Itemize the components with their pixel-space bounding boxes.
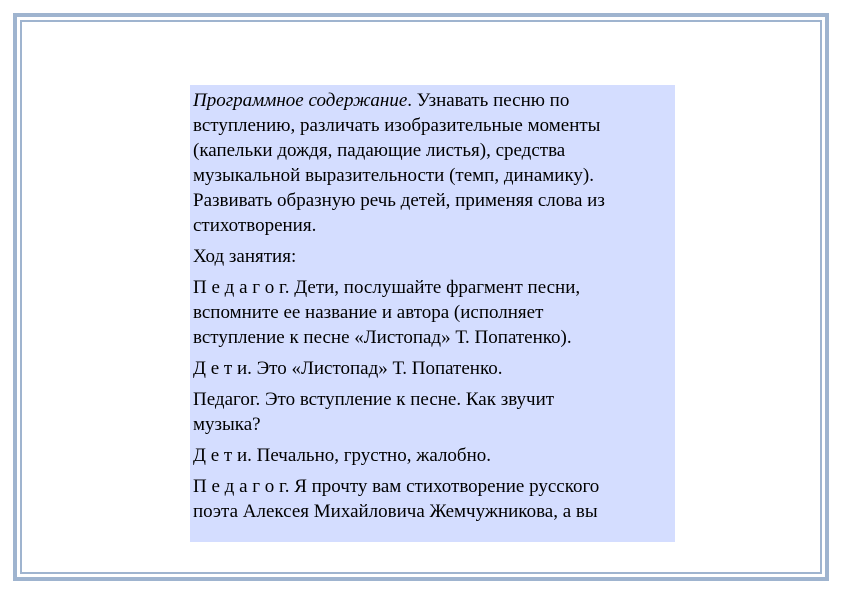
text-line: Педагог. Это вступление к песне. Как звучит	[193, 389, 555, 410]
children-paragraph	[193, 443, 671, 468]
text-line: Развивать образную речь детей, применяя слова из	[193, 190, 605, 211]
text-line: Д е т и. Это «Листопад» Т. Попатенко.	[193, 358, 503, 379]
program-content-heading: Программное содержание	[193, 90, 408, 111]
lesson-course-heading	[193, 244, 671, 269]
text-line: музыкальной выразительности (темп, динамику).	[193, 165, 595, 186]
children-paragraph	[193, 356, 671, 381]
text-line: вступление к песне «Листопад» Т. Попатенко).	[193, 327, 572, 348]
text-line: стихотворения.	[193, 215, 317, 236]
text-line	[193, 88, 671, 113]
text-line: музыка?	[193, 414, 261, 435]
lesson-text-box	[190, 85, 675, 542]
text-line: поэта Алексея Михайловича Жемчужникова, а вы	[193, 501, 598, 522]
text-line: вспомните ее название и автора (исполняет	[193, 302, 544, 323]
text-line: П е д а г о г. Я прочту вам стихотворение русского	[193, 476, 600, 497]
text-line: вступлению, различать изобразительные моменты	[193, 115, 601, 136]
text-line-part: . Узнавать песню по	[407, 90, 570, 111]
text-line: Ход занятия:	[193, 246, 297, 267]
teacher-paragraph	[193, 387, 671, 437]
program-content-paragraph	[193, 88, 671, 238]
text-line: Д е т и. Печально, грустно, жалобно.	[193, 445, 492, 466]
text-line: (капельки дождя, падающие листья), средства	[193, 140, 566, 161]
text-line: П е д а г о г. Дети, послушайте фрагмент песни,	[193, 277, 581, 298]
teacher-paragraph	[193, 275, 671, 350]
teacher-paragraph	[193, 474, 671, 524]
